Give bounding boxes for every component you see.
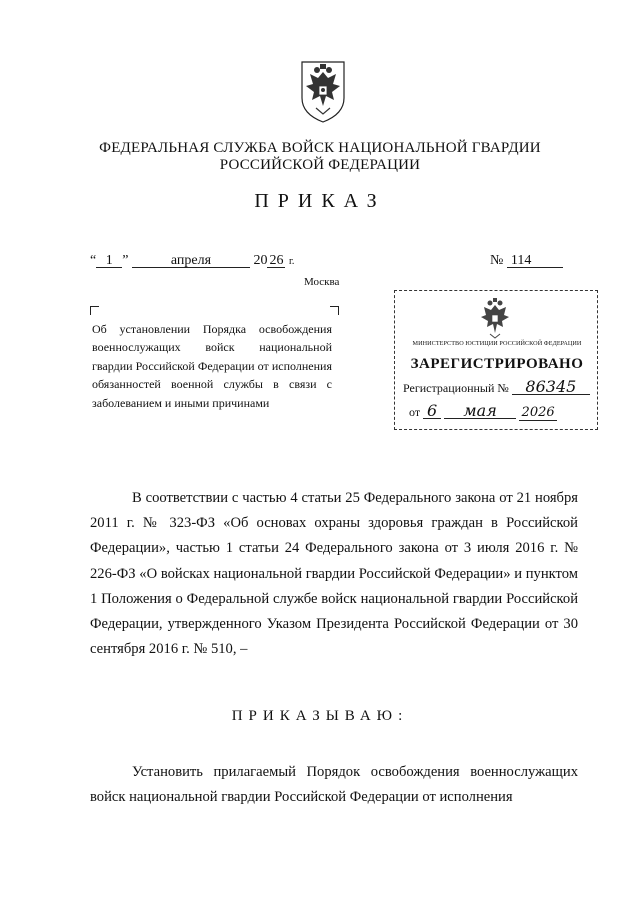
order-number: [490, 253, 563, 269]
subject-corner-right: [330, 306, 339, 315]
stamp-reg-year: 2026: [519, 405, 557, 421]
operative-paragraph: [90, 760, 578, 810]
stamp-emblem-icon: [475, 295, 515, 341]
registration-stamp: [394, 290, 598, 430]
order-subject: Об установлении Порядка освобождения военнослужащих войск национальной гвардии Российской Федерации от исполнения обязанностей военной службы в связи с заболеванием и иными причинами: [92, 322, 332, 410]
city-name: Москва: [304, 276, 340, 288]
coat-of-arms-emblem: [296, 58, 350, 124]
quote-open: “: [90, 253, 97, 268]
number-label: №: [490, 253, 504, 268]
stamp-reg-month: мая: [444, 403, 516, 419]
stamp-status: ЗАРЕГИСТРИРОВАНО: [410, 356, 584, 372]
date-year-unit: г.: [288, 256, 295, 267]
preamble-paragraph: [90, 486, 578, 662]
document-type-title: ПРИКАЗ: [254, 190, 386, 212]
decree-heading: ПРИКАЗЫВАЮ:: [231, 708, 409, 724]
date-year-prefix: 20: [253, 253, 268, 268]
organization-name-line1: ФЕДЕРАЛЬНАЯ СЛУЖБА ВОЙСК НАЦИОНАЛЬНОЙ ГВАРДИИ: [99, 140, 541, 156]
stamp-date-prefix: от: [409, 405, 421, 419]
date-year-suffix: 26: [269, 253, 284, 268]
stamp-registration-number: [403, 379, 590, 396]
stamp-reg-label: Регистрационный №: [403, 381, 509, 395]
number-value: 114: [507, 254, 563, 268]
organization-name-line2: РОССИЙСКОЙ ФЕДЕРАЦИИ: [219, 157, 421, 173]
quote-close: ”: [122, 253, 129, 268]
preamble-text: В соответствии с частью 4 статьи 25 Федерального закона от 21 ноября 2011 г. № 323-ФЗ «Об основах охраны здоровья граждан в Российской Федерации», частью 1 статьи 24 Федерального закона от 3 июля 2016 г. № 226-ФЗ «О войсках национальной гвардии Российской Федерации» и пунктом 1 Положения о Федеральной службе войск национальной гвардии Российской Федерации, утвержденного Указом Президента Российской Федерации от 30 сентября 2016 г. № 510, –: [90, 490, 578, 658]
order-date: [90, 253, 294, 269]
subject-corner-left: [90, 306, 99, 315]
stamp-registration-date: [409, 403, 557, 421]
date-day: 1: [96, 254, 122, 268]
operative-text: Установить прилагаемый Порядок освобождения военнослужащих войск национальной гвардии Российской Федерации от исполнения: [90, 764, 578, 806]
stamp-ministry-name: МИНИСТЕРСТВО ЮСТИЦИИ РОССИЙСКОЙ ФЕДЕРАЦИИ: [412, 340, 582, 347]
stamp-reg-day: 6: [423, 403, 441, 419]
date-month: апреля: [132, 254, 250, 268]
stamp-reg-number: 86345: [512, 379, 590, 395]
